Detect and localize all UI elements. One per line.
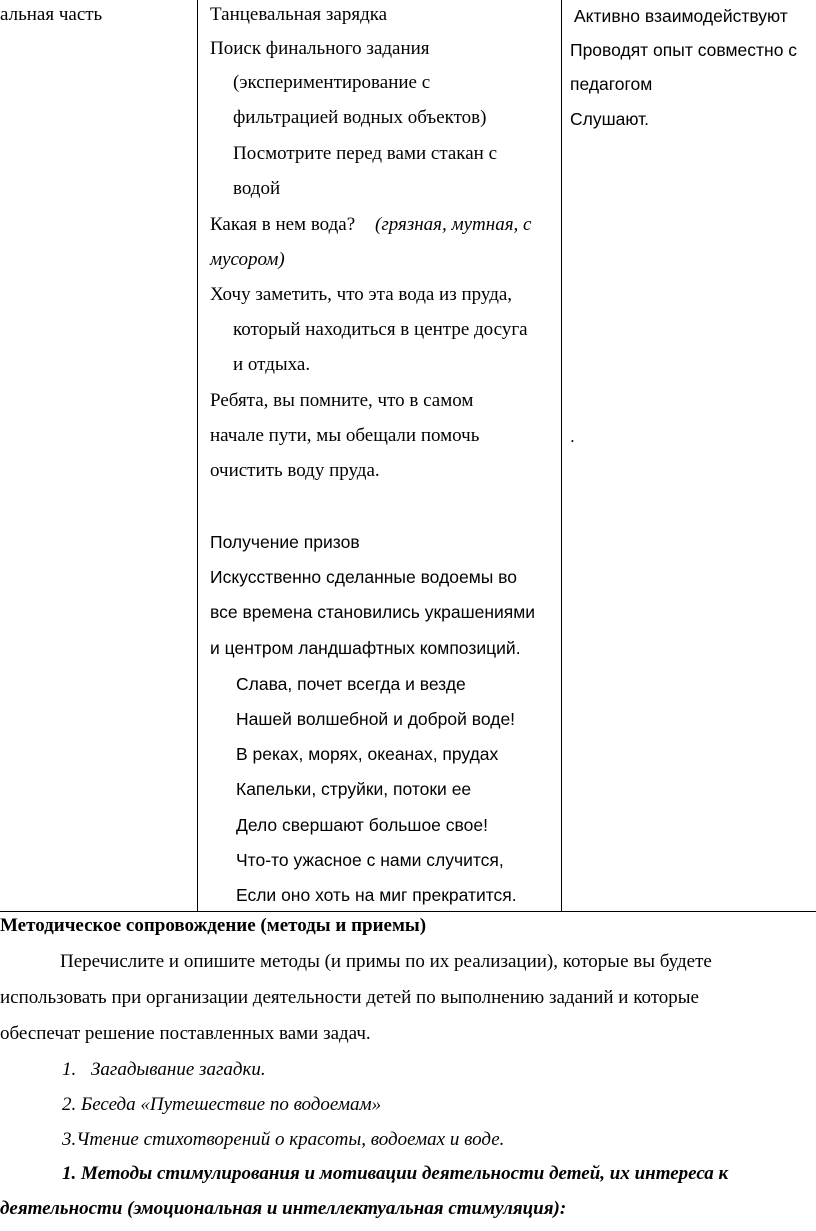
cell-line-italic: (грязная, мутная, с xyxy=(375,214,532,235)
section-heading: Методическое сопровождение (методы и приемы) xyxy=(0,915,427,936)
cell-line-italic: мусором) xyxy=(210,249,285,270)
poem-line: Капельки, струйки, потоки ее xyxy=(236,779,472,799)
list-item-number: 1. xyxy=(62,1059,77,1080)
list-item: Загадывание загадки. xyxy=(91,1059,266,1080)
poem-line: Если оно хоть на миг прекратится. xyxy=(236,885,517,905)
cell-line: (экспериментирование с xyxy=(233,72,431,93)
poem-line: Дело свершают большое свое! xyxy=(236,815,488,835)
cell-line: Искусственно сделанные водоемы во xyxy=(210,567,517,587)
cell-line: Активно взаимодействуют xyxy=(574,6,788,26)
cell-line: фильтрацией водных объектов) xyxy=(233,107,487,128)
table-border-bottom xyxy=(0,911,816,912)
cell-line: Хочу заметить, что эта вода из пруда, xyxy=(210,284,513,305)
cell-line: и центром ландшафтных композиций. xyxy=(210,638,521,658)
cell-line: все времена становились украшениями xyxy=(210,602,536,622)
list-item: 2. Беседа «Путешествие по водоемам» xyxy=(62,1094,382,1115)
cell-line: педагогом xyxy=(570,74,653,94)
table-cell-stage-name: альная часть xyxy=(0,4,103,25)
table-cell-teacher-activity xyxy=(198,0,560,911)
cell-line: Какая в нем вода? xyxy=(210,214,356,235)
cell-line: Посмотрите перед вами стакан с xyxy=(233,143,498,164)
list-item: 3.Чтение стихотворений о красоты, водоемах и воде. xyxy=(62,1129,505,1150)
cell-line: Танцевальная зарядка xyxy=(210,4,388,25)
paragraph-line: Перечислите и опишите методы (и примы по их реализации), которые вы будете xyxy=(60,951,712,972)
subheading-line: деятельности (эмоциональная и интеллектуальная стимуляция): xyxy=(0,1198,567,1219)
subheading-line: 1. Методы стимулирования и мотивации деятельности детей, их интереса к xyxy=(62,1163,729,1184)
table-cell-children-activity xyxy=(562,0,816,911)
cell-line: Ребята, вы помните, что в самом xyxy=(210,390,474,411)
cell-line: водой xyxy=(233,178,281,199)
cell-line: Получение призов xyxy=(210,532,360,552)
cell-line: и отдыха. xyxy=(233,354,311,375)
cell-line: . xyxy=(570,426,575,446)
cell-line: Поиск финального задания xyxy=(210,38,430,59)
poem-line: В реках, морях, океанах, прудах xyxy=(236,744,499,764)
cell-line: Проводят опыт совместно с xyxy=(570,40,798,60)
poem-line: Слава, почет всегда и везде xyxy=(236,674,466,694)
cell-line: который находиться в центре досуга xyxy=(233,319,528,340)
paragraph-line: обеспечат решение поставленных вами задач. xyxy=(0,1023,371,1044)
cell-line: очистить воду пруда. xyxy=(210,460,380,481)
poem-line: Нашей волшебной и доброй воде! xyxy=(236,709,516,729)
cell-line: начале пути, мы обещали помочь xyxy=(210,425,480,446)
paragraph-line: использовать при организации деятельности детей по выполнению заданий и которые xyxy=(0,987,699,1008)
cell-line: Слушают. xyxy=(570,109,650,129)
poem-line: Что-то ужасное с нами случится, xyxy=(236,850,504,870)
